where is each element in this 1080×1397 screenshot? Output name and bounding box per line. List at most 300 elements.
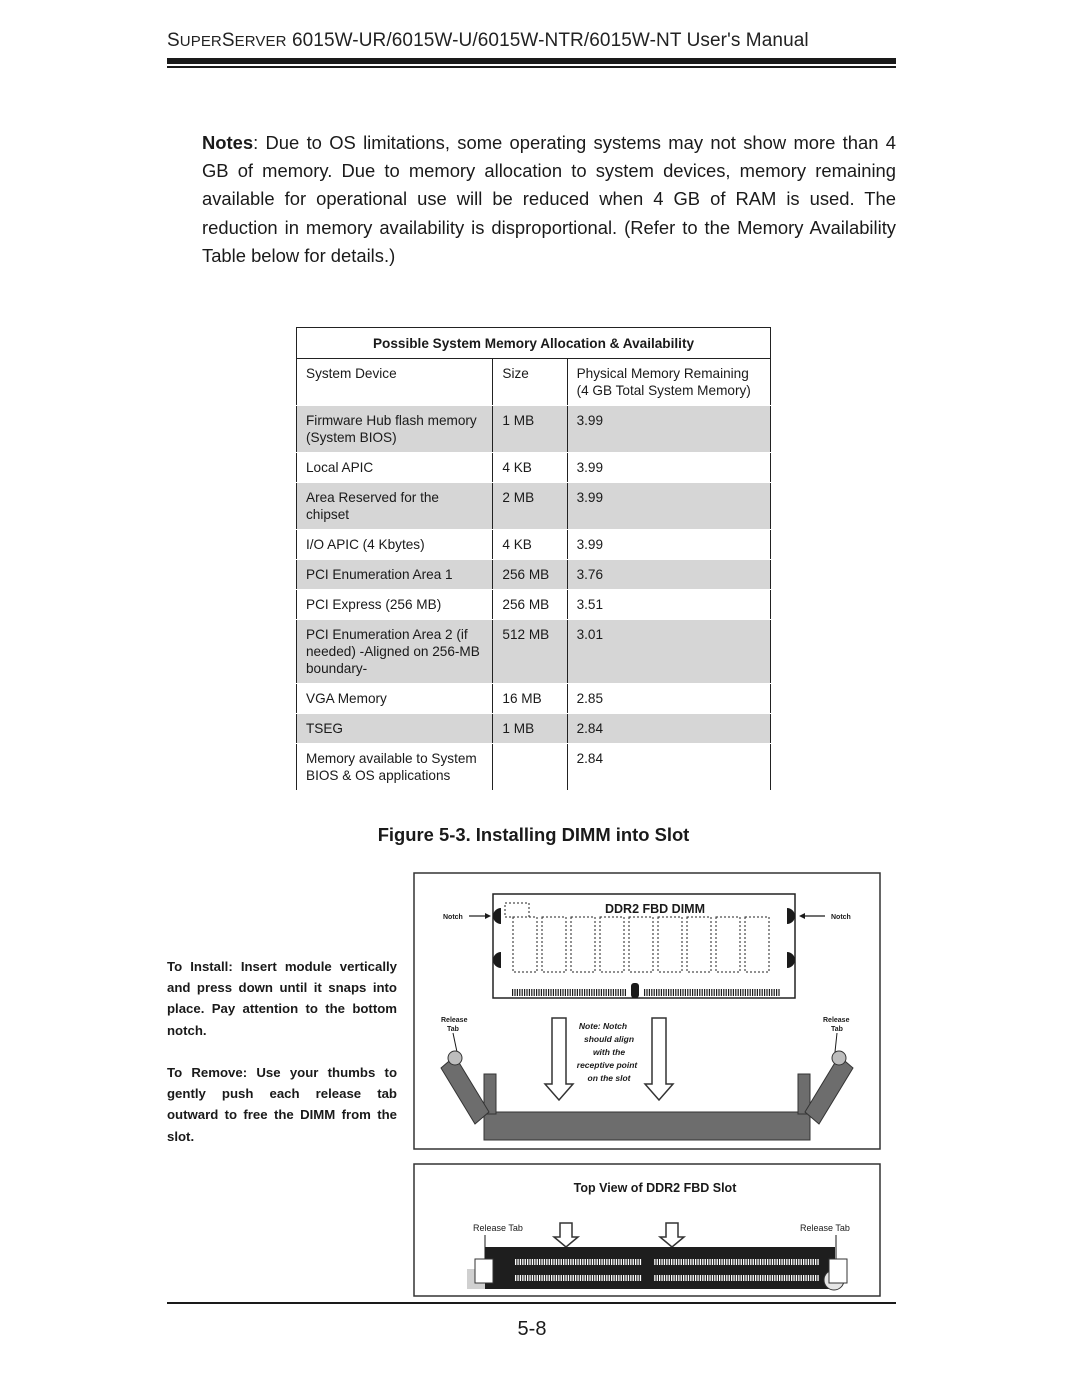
slot-pin — [659, 1259, 660, 1265]
slot-pin — [709, 1275, 710, 1281]
gold-finger — [586, 989, 587, 996]
slot-pin — [721, 1259, 722, 1265]
slot-pin — [606, 1259, 607, 1265]
gold-finger — [553, 989, 554, 996]
gold-finger — [762, 989, 763, 996]
header-rule-thin — [167, 66, 896, 68]
slot-pin — [623, 1259, 624, 1265]
gold-finger — [519, 989, 520, 996]
gold-finger — [548, 989, 549, 996]
slot-pin — [582, 1259, 583, 1265]
gold-finger — [534, 989, 535, 996]
slot-pin — [813, 1275, 814, 1281]
gold-finger — [550, 989, 551, 996]
slot-pin — [669, 1259, 670, 1265]
slot-pin — [805, 1275, 806, 1281]
gold-finger — [579, 989, 580, 996]
gold-finger — [750, 989, 751, 996]
slot-pin — [515, 1259, 516, 1265]
dimm-label: DDR2 FBD DIMM — [605, 902, 705, 916]
gold-finger — [738, 989, 739, 996]
release-tab-left-knob — [448, 1051, 462, 1065]
table-row — [297, 684, 771, 714]
gold-finger — [582, 989, 583, 996]
cell-remaining: 3.01 — [567, 620, 770, 684]
slot-pin — [729, 1275, 730, 1281]
slot-pin — [561, 1275, 562, 1281]
note-line-5: on the slot — [587, 1073, 631, 1083]
release-tab-right-knob — [832, 1051, 846, 1065]
slot-pin — [527, 1275, 528, 1281]
slot-pin — [589, 1275, 590, 1281]
slot-pin — [786, 1275, 787, 1281]
slot-pin — [637, 1259, 638, 1265]
slot-pin — [621, 1275, 622, 1281]
cell-remaining: 3.99 — [567, 453, 770, 483]
gold-finger — [618, 989, 619, 996]
slot-pin — [640, 1259, 641, 1265]
gold-finger — [678, 989, 679, 996]
cell-size: 512 MB — [493, 620, 567, 684]
cell-size: 1 MB — [493, 406, 567, 453]
slot-pin — [546, 1275, 547, 1281]
slot-pin — [654, 1259, 655, 1265]
slot-pin — [522, 1259, 523, 1265]
slot-pin — [575, 1275, 576, 1281]
slot-pin — [798, 1259, 799, 1265]
slot-pin — [568, 1259, 569, 1265]
gold-finger — [692, 989, 693, 996]
gold-finger — [745, 989, 746, 996]
slot-pin — [769, 1259, 770, 1265]
cell-device: PCI Express (256 MB) — [297, 590, 493, 620]
notes-label: Notes — [202, 132, 254, 153]
slot-pin — [798, 1275, 799, 1281]
gold-finger — [560, 989, 561, 996]
gold-finger — [572, 989, 573, 996]
gold-finger — [754, 989, 755, 996]
gold-finger — [622, 989, 623, 996]
slot-pin — [517, 1275, 518, 1281]
slot-top-view-title: Top View of DDR2 FBD Slot — [573, 1181, 737, 1195]
slot-pin — [558, 1259, 559, 1265]
slot-pin — [633, 1259, 634, 1265]
notes-text: : Due to OS limitations, some operating systems may not show more than 4 GB of memory. Due to memory allocation to system devices, memory remaining available for operational use will be reduced when 4 GB of RAM is used. The reduction in memory availability is disproportional. (Refer to the Memory Availability Table below for details.) — [202, 132, 896, 266]
cell-remaining: 3.99 — [567, 530, 770, 560]
release-label-right-1: Release — [823, 1017, 850, 1024]
gold-finger — [558, 989, 559, 996]
gold-finger — [651, 989, 652, 996]
table-row — [297, 744, 771, 791]
gold-finger — [531, 989, 532, 996]
note-line-4: receptive point — [576, 1060, 638, 1070]
table-row — [297, 453, 771, 483]
slot-pin — [762, 1275, 763, 1281]
slot-top-view-diagram — [413, 1163, 881, 1297]
slot-pin — [748, 1259, 749, 1265]
slot-pin — [808, 1259, 809, 1265]
slot-pin — [702, 1275, 703, 1281]
slot-pin — [580, 1259, 581, 1265]
slot-pin — [541, 1259, 542, 1265]
slot-pin — [719, 1259, 720, 1265]
slot-pin — [779, 1275, 780, 1281]
slot-pin — [808, 1275, 809, 1281]
gold-finger — [716, 989, 717, 996]
slot-pin — [618, 1275, 619, 1281]
slot-pin — [664, 1275, 665, 1281]
slot-pin — [599, 1275, 600, 1281]
slot-pin — [772, 1259, 773, 1265]
table-title: Possible System Memory Allocation & Availability — [297, 328, 771, 359]
slot-pin — [585, 1259, 586, 1265]
slot-pin — [801, 1259, 802, 1265]
top-release-tab-right[interactable] — [829, 1259, 847, 1283]
slot-pin — [587, 1275, 588, 1281]
slot-pin — [587, 1259, 588, 1265]
slot-pin — [609, 1259, 610, 1265]
slot-pin — [558, 1275, 559, 1281]
cell-device: Area Reserved for the chipset — [297, 483, 493, 530]
release-label-right-2: Tab — [831, 1026, 843, 1033]
slot-pin — [532, 1259, 533, 1265]
slot-pin — [613, 1275, 614, 1281]
slot-pin — [753, 1259, 754, 1265]
header-s2: S — [221, 30, 235, 51]
gold-finger — [733, 989, 734, 996]
slot-pin — [781, 1275, 782, 1281]
slot-pin — [544, 1259, 545, 1265]
slot-pin — [678, 1275, 679, 1281]
top-release-tab-left[interactable] — [475, 1259, 493, 1283]
notes-paragraph — [202, 129, 896, 270]
slot-pin — [673, 1275, 674, 1281]
key-notch — [631, 983, 639, 998]
slot-pin — [666, 1275, 667, 1281]
slot-pin — [671, 1259, 672, 1265]
slot-pin — [525, 1275, 526, 1281]
running-header — [167, 30, 895, 52]
gold-finger — [757, 989, 758, 996]
slot-pin — [606, 1275, 607, 1281]
gold-finger — [541, 989, 542, 996]
gold-finger — [778, 989, 779, 996]
slot-pin — [693, 1275, 694, 1281]
slot-pin — [556, 1275, 557, 1281]
cell-device: Memory available to System BIOS & OS applications — [297, 744, 493, 791]
slot-pin — [810, 1259, 811, 1265]
gold-finger — [769, 989, 770, 996]
slot-pin — [613, 1259, 614, 1265]
slot-pin — [688, 1259, 689, 1265]
slot-pin — [573, 1259, 574, 1265]
slot-pin — [777, 1275, 778, 1281]
slot-pin — [700, 1275, 701, 1281]
slot-pin — [544, 1275, 545, 1281]
slot-pin — [815, 1275, 816, 1281]
slot-pin — [537, 1275, 538, 1281]
slot-pin — [681, 1259, 682, 1265]
slot-pin — [549, 1259, 550, 1265]
slot-pin — [810, 1275, 811, 1281]
slot-pin — [805, 1259, 806, 1265]
slot-pin — [774, 1259, 775, 1265]
slot-pin — [676, 1275, 677, 1281]
slot-pin — [729, 1259, 730, 1265]
slot-pin — [702, 1259, 703, 1265]
slot-pin — [582, 1275, 583, 1281]
slot-pin — [539, 1275, 540, 1281]
cell-remaining: 2.84 — [567, 714, 770, 744]
gold-finger — [687, 989, 688, 996]
gold-finger — [656, 989, 657, 996]
slot-pin — [537, 1259, 538, 1265]
slot-pin — [767, 1275, 768, 1281]
slot-pin — [597, 1275, 598, 1281]
gold-finger — [728, 989, 729, 996]
slot-pin — [685, 1259, 686, 1265]
cell-size: 256 MB — [493, 590, 567, 620]
slot-pin — [796, 1275, 797, 1281]
slot-pin — [767, 1259, 768, 1265]
slot-pin — [738, 1275, 739, 1281]
cell-size: 4 KB — [493, 453, 567, 483]
cell-device: PCI Enumeration Area 1 — [297, 560, 493, 590]
gold-finger — [646, 989, 647, 996]
slot-pin — [592, 1275, 593, 1281]
slot-pin — [546, 1259, 547, 1265]
column-header-size: Size — [493, 359, 567, 406]
slot-pin — [599, 1259, 600, 1265]
slot-pin — [717, 1259, 718, 1265]
slot-pin — [707, 1259, 708, 1265]
slot-pin — [784, 1259, 785, 1265]
slot-pin — [738, 1259, 739, 1265]
slot-pin — [604, 1259, 605, 1265]
gold-finger — [774, 989, 775, 996]
table-row — [297, 590, 771, 620]
slot-top-body — [485, 1247, 835, 1289]
slot-pin — [753, 1275, 754, 1281]
slot-pin — [611, 1259, 612, 1265]
slot-pin — [575, 1259, 576, 1265]
slot-pin — [700, 1259, 701, 1265]
slot-pin — [714, 1259, 715, 1265]
gold-finger — [685, 989, 686, 996]
release-label-left-2: Tab — [447, 1026, 459, 1033]
gold-finger — [764, 989, 765, 996]
slot-pin — [529, 1259, 530, 1265]
slot-pin — [774, 1275, 775, 1281]
slot-pin — [784, 1275, 785, 1281]
slot-pin — [609, 1275, 610, 1281]
gold-finger — [589, 989, 590, 996]
slot-pin — [705, 1275, 706, 1281]
slot-pin — [690, 1275, 691, 1281]
slot-pin — [765, 1275, 766, 1281]
slot-pin — [611, 1275, 612, 1281]
slot-pin — [736, 1275, 737, 1281]
slot-pin — [534, 1275, 535, 1281]
gold-finger — [543, 989, 544, 996]
cell-remaining: 3.99 — [567, 483, 770, 530]
cell-device: Local APIC — [297, 453, 493, 483]
slot-pin — [570, 1275, 571, 1281]
cell-device: PCI Enumeration Area 2 (if needed) -Aligned on 256-MB boundary- — [297, 620, 493, 684]
slot-pin — [705, 1259, 706, 1265]
gold-finger — [711, 989, 712, 996]
slot-pin — [657, 1259, 658, 1265]
gold-finger — [682, 989, 683, 996]
gold-finger — [661, 989, 662, 996]
cell-size: 256 MB — [493, 560, 567, 590]
slot-pin — [717, 1275, 718, 1281]
slot-pin — [791, 1275, 792, 1281]
gold-finger — [649, 989, 650, 996]
slot-pin — [633, 1275, 634, 1281]
gold-finger — [730, 989, 731, 996]
gold-finger — [735, 989, 736, 996]
slot-pin — [678, 1259, 679, 1265]
slot-pin — [522, 1275, 523, 1281]
slot-pin — [693, 1259, 694, 1265]
slot-pin — [534, 1259, 535, 1265]
slot-pin — [640, 1275, 641, 1281]
gold-finger — [613, 989, 614, 996]
slot-pin — [661, 1275, 662, 1281]
notch-label-right: Notch — [831, 914, 851, 921]
slot-pin — [601, 1275, 602, 1281]
page-number: 5-8 — [517, 1318, 547, 1340]
slot-pin — [733, 1259, 734, 1265]
slot-pin — [731, 1259, 732, 1265]
slot-pin — [724, 1259, 725, 1265]
gold-finger — [680, 989, 681, 996]
install-instructions: To Install: Insert module vertically and press down until it snaps into place. Pay attention to the bottom notch. — [167, 959, 397, 1038]
slot-pin — [714, 1275, 715, 1281]
gold-finger — [771, 989, 772, 996]
header-title-rest: 6015W-UR/6015W-U/6015W-NTR/6015W-NT User's Manual — [286, 30, 809, 51]
gold-finger — [702, 989, 703, 996]
gold-finger — [514, 989, 515, 996]
slot-pin — [580, 1275, 581, 1281]
gold-finger — [654, 989, 655, 996]
slot-pin — [529, 1275, 530, 1281]
gold-finger — [546, 989, 547, 996]
slot-pin — [592, 1259, 593, 1265]
gold-finger — [596, 989, 597, 996]
slot-pin — [637, 1275, 638, 1281]
slot-pin — [625, 1275, 626, 1281]
slot-pin — [793, 1275, 794, 1281]
slot-pin — [736, 1259, 737, 1265]
release-label-left-1: Release — [441, 1017, 468, 1024]
slot-pin — [772, 1275, 773, 1281]
slot-pin — [577, 1275, 578, 1281]
note-line-2: should align — [583, 1034, 635, 1044]
gold-finger — [721, 989, 722, 996]
slot-pin — [750, 1275, 751, 1281]
cell-device: TSEG — [297, 714, 493, 744]
slot-pin — [741, 1259, 742, 1265]
slot-pin — [676, 1259, 677, 1265]
cell-remaining: 3.51 — [567, 590, 770, 620]
slot-pin — [661, 1259, 662, 1265]
gold-finger — [668, 989, 669, 996]
slot-pin — [719, 1275, 720, 1281]
gold-finger — [709, 989, 710, 996]
column-header-device: System Device — [297, 359, 493, 406]
gold-finger — [673, 989, 674, 996]
slot-pin — [760, 1259, 761, 1265]
gold-finger — [747, 989, 748, 996]
slot-pin — [628, 1275, 629, 1281]
slot-pin — [781, 1259, 782, 1265]
gold-finger — [699, 989, 700, 996]
gold-finger — [577, 989, 578, 996]
slot-pin — [683, 1275, 684, 1281]
gold-finger — [536, 989, 537, 996]
table-row — [297, 483, 771, 530]
slot-pin — [515, 1275, 516, 1281]
slot-pin — [815, 1259, 816, 1265]
slot-pin — [697, 1259, 698, 1265]
cell-size: 16 MB — [493, 684, 567, 714]
slot-pin — [654, 1275, 655, 1281]
gold-finger — [706, 989, 707, 996]
gold-finger — [524, 989, 525, 996]
slot-pin — [594, 1275, 595, 1281]
gold-finger — [766, 989, 767, 996]
slot-pin — [755, 1259, 756, 1265]
slot-pin — [786, 1259, 787, 1265]
gold-finger — [562, 989, 563, 996]
slot-pin — [695, 1259, 696, 1265]
slot-pin — [712, 1275, 713, 1281]
gold-finger — [594, 989, 595, 996]
cell-remaining: 2.85 — [567, 684, 770, 714]
slot-pin — [601, 1259, 602, 1265]
slot-pin — [741, 1275, 742, 1281]
dimm-slot-body — [484, 1112, 810, 1140]
slot-pin — [690, 1259, 691, 1265]
gold-finger — [675, 989, 676, 996]
slot-pin — [789, 1275, 790, 1281]
slot-pin — [563, 1259, 564, 1265]
gold-finger — [574, 989, 575, 996]
slot-pin — [549, 1275, 550, 1281]
gold-finger — [704, 989, 705, 996]
gold-finger — [555, 989, 556, 996]
gold-finger — [601, 989, 602, 996]
slot-pin — [817, 1259, 818, 1265]
slot-pin — [635, 1275, 636, 1281]
slot-pin — [517, 1259, 518, 1265]
slot-pin — [760, 1275, 761, 1281]
slot-pin — [616, 1275, 617, 1281]
slot-pin — [683, 1259, 684, 1265]
slot-pin — [561, 1259, 562, 1265]
table-row — [297, 406, 771, 453]
table-row — [297, 560, 771, 590]
slot-pin — [721, 1275, 722, 1281]
cell-device: Firmware Hub flash memory (System BIOS) — [297, 406, 493, 453]
gold-finger — [522, 989, 523, 996]
slot-pin — [743, 1259, 744, 1265]
slot-pin — [669, 1275, 670, 1281]
gold-finger — [670, 989, 671, 996]
slot-pin — [707, 1275, 708, 1281]
